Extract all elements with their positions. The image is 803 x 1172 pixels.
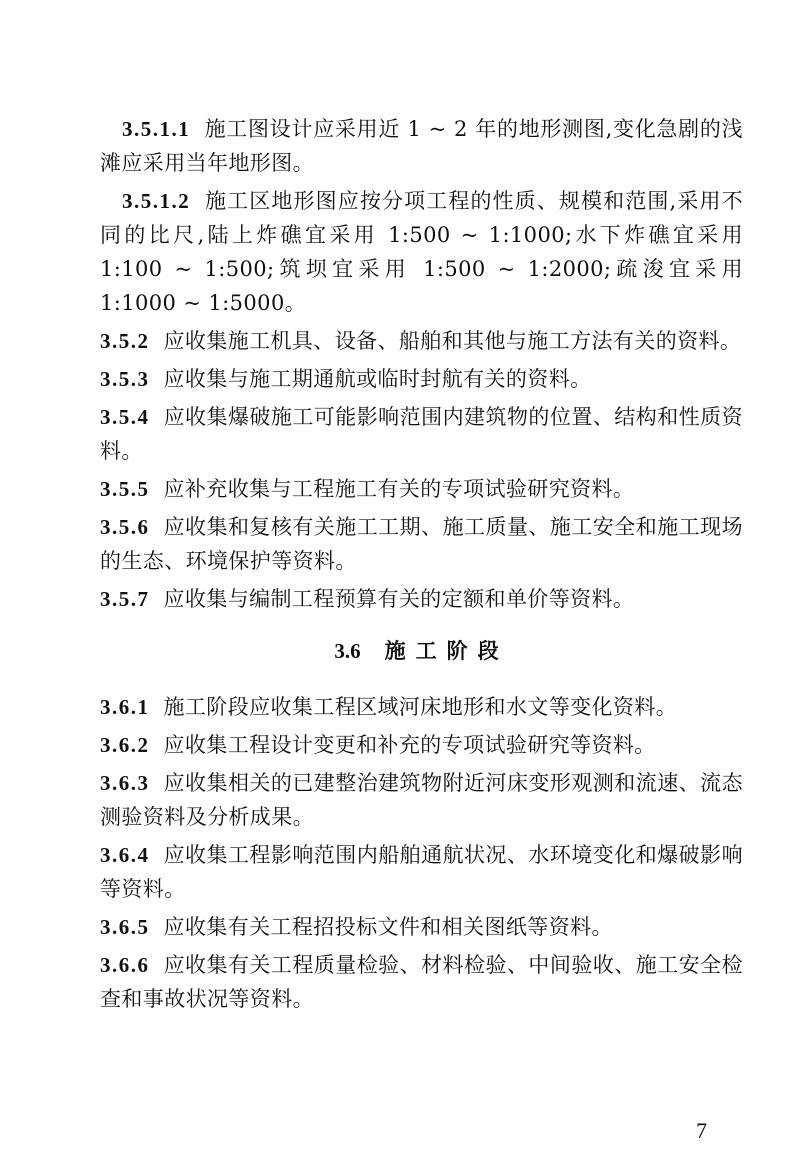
clause-number: 3.6.3: [100, 771, 150, 795]
clause-number: 3.5.4: [100, 405, 150, 429]
clause-3-6-4: [100, 838, 743, 906]
clause-3-5-3: [100, 362, 743, 396]
clause-number: 3.6.5: [100, 915, 150, 939]
clause-number: 3.6.1: [100, 695, 150, 719]
clause-number: 3.5.6: [100, 515, 150, 539]
clause-text: 施工图设计应采用近 1 ~ 2 年的地形测图,变化急剧的浅滩应采用当年地形图。: [100, 117, 743, 175]
clause-text: 应收集与施工期通航或临时封航有关的资料。: [163, 367, 592, 391]
clause-3-5-6: [100, 510, 743, 578]
clause-3-5-2: [100, 324, 743, 358]
clause-list-3-6: [100, 690, 743, 1016]
clause-text: 应收集施工机具、设备、船舶和其他与施工方法有关的资料。: [163, 329, 742, 353]
clause-3-6-1: [100, 690, 743, 724]
clause-3-5-1-2: [100, 184, 743, 320]
clause-text: 应收集与编制工程预算有关的定额和单价等资料。: [163, 587, 635, 611]
clause-text: 施工阶段应收集工程区域河床地形和水文等变化资料。: [163, 695, 678, 719]
clause-number: 3.6.2: [100, 733, 150, 757]
section-title: 施工阶段: [384, 638, 509, 663]
clause-text: 应补充收集与工程施工有关的专项试验研究资料。: [163, 477, 635, 501]
clause-number: 3.5.2: [100, 329, 150, 353]
section-heading: [100, 634, 743, 668]
clause-number: 3.5.5: [100, 477, 150, 501]
clause-3-5-1-1: [100, 112, 743, 180]
clause-text: 应收集有关工程质量检验、材料检验、中间验收、施工安全检查和事故状况等资料。: [100, 953, 743, 1011]
clause-number: 3.6.6: [100, 953, 150, 977]
clause-number: 3.5.1.2: [122, 189, 191, 213]
clause-text: 应收集有关工程招投标文件和相关图纸等资料。: [163, 915, 613, 939]
clause-number: 3.5.7: [100, 587, 150, 611]
clause-text: 应收集工程影响范围内船舶通航状况、水环境变化和爆破影响等资料。: [100, 843, 743, 901]
clause-text: 应收集工程设计变更和补充的专项试验研究等资料。: [163, 733, 656, 757]
clause-number: 3.5.1.1: [122, 117, 191, 141]
clause-3-5-5: [100, 472, 743, 506]
document-page: [100, 112, 743, 1020]
clause-3-6-3: [100, 766, 743, 834]
clause-text: 应收集爆破施工可能影响范围内建筑物的位置、结构和性质资料。: [100, 405, 743, 463]
clause-text: 应收集相关的已建整治建筑物附近河床变形观测和流速、流态测验资料及分析成果。: [100, 771, 743, 829]
section-number: 3.6: [334, 639, 361, 663]
clause-3-6-6: [100, 948, 743, 1016]
clause-list-3-5: [100, 112, 743, 616]
clause-number: 3.5.3: [100, 367, 150, 391]
clause-3-5-7: [100, 582, 743, 616]
clause-text: 施工区地形图应按分项工程的性质、规模和范围,采用不同的比尺,陆上炸礁宜采用 1:500 ~ 1:1000;水下炸礁宜采用 1:100 ~ 1:500;筑坝宜采用 1:500 ~ 1:2000;疏浚宜采用 1:1000 ~ 1:5000。: [100, 189, 743, 315]
page-number: 7: [696, 1118, 707, 1143]
clause-3-6-5: [100, 910, 743, 944]
clause-3-5-4: [100, 400, 743, 468]
clause-3-6-2: [100, 728, 743, 762]
clause-number: 3.6.4: [100, 843, 150, 867]
clause-text: 应收集和复核有关施工工期、施工质量、施工安全和施工现场的生态、环境保护等资料。: [100, 515, 743, 573]
